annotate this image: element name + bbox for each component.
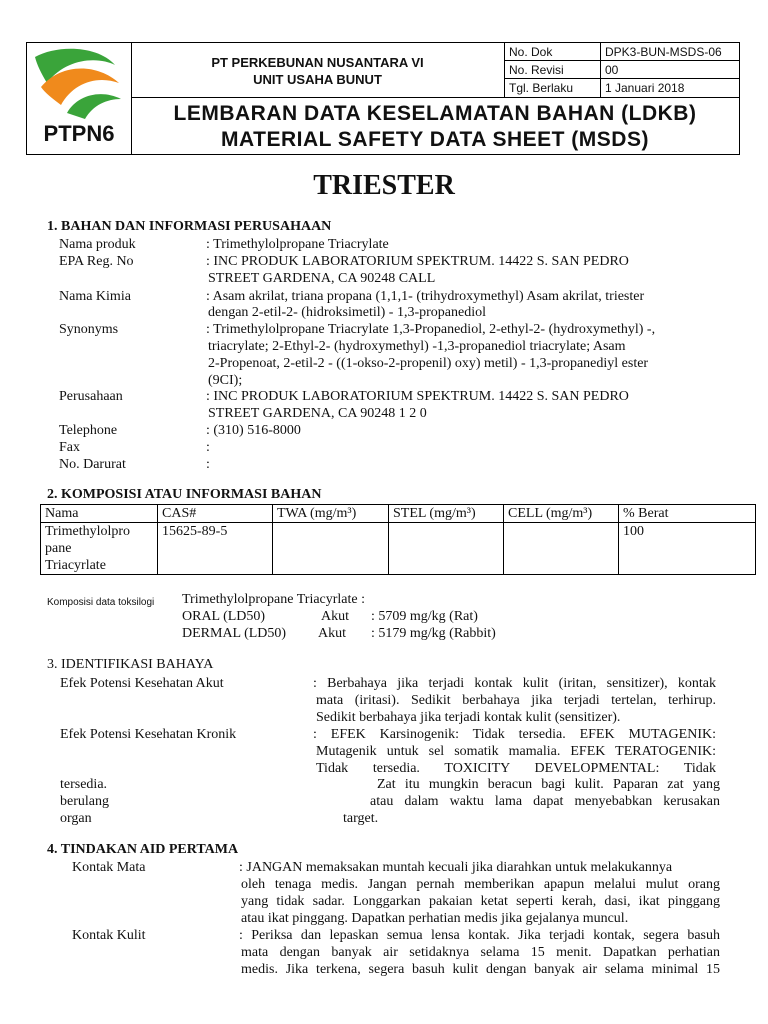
- field-value: oleh tenaga medis. Jangan pernah memberikan apapun melalui mulut orang: [241, 877, 720, 892]
- field-value: target.: [343, 811, 379, 826]
- company-logo: [27, 43, 132, 154]
- tox-route: DERMAL (LD50): [182, 626, 287, 641]
- tox-label: Komposisi data toksilogi: [47, 597, 155, 608]
- field-value: : Asam akrilat, triana propana (1,1,1- (trihydroxymethyl) Asam akrilat, triester: [206, 289, 645, 304]
- column-header: Nama: [41, 505, 158, 523]
- section-4-heading: 4. TINDAKAN AID PERTAMA: [47, 842, 239, 857]
- meta-row-revision: [505, 61, 739, 79]
- meta-label: No. Dok: [509, 45, 553, 59]
- field-value: Tidak tersedia. TOXICITY DEVELOPMENTAL: Tidak: [316, 761, 716, 776]
- cell-weight: 100: [619, 523, 756, 575]
- field-value: : INC PRODUK LABORATORIUM SPEKTRUM. 14422 S. SAN PEDRO: [206, 254, 629, 269]
- cell-name: [41, 523, 158, 575]
- field-value: : INC PRODUK LABORATORIUM SPEKTRUM. 14422 S. SAN PEDRO: [206, 389, 629, 404]
- field-value: triacrylate; 2-Ethyl-2- (hydroxymethyl) -1,3-propanediol triacrylate; Asam: [208, 339, 626, 354]
- company-line-1: PT PERKEBUNAN NUSANTARA VI: [211, 55, 424, 70]
- svg-text:PTPN6: PTPN6: [43, 121, 115, 146]
- field-label: Efek Potensi Kesehatan Akut: [60, 676, 224, 691]
- cell-stel: [389, 523, 504, 575]
- meta-value: 00: [605, 63, 619, 77]
- table-header-row: [41, 505, 756, 523]
- document-title: TRIESTER: [313, 170, 455, 201]
- field-value: tersedia.: [60, 777, 108, 792]
- field-value: :: [206, 457, 210, 472]
- meta-label: Tgl. Berlaku: [509, 81, 574, 95]
- field-label: Synonyms: [59, 322, 119, 337]
- column-header: STEL (mg/m³): [389, 505, 504, 523]
- composition-table: [40, 504, 756, 575]
- section-2-heading: 2. KOMPOSISI ATAU INFORMASI BAHAN: [47, 487, 322, 502]
- document-meta: [505, 43, 739, 98]
- tox-route: ORAL (LD50): [182, 609, 266, 624]
- field-label: Fax: [59, 440, 80, 455]
- field-value: : Trimethylolpropane Triacrylate 1,3-Propanediol, 2-ethyl-2- (hydroxymethyl) -,: [206, 322, 656, 337]
- section-3-heading: 3. IDENTIFIKASI BAHAYA: [47, 657, 214, 672]
- column-header: CELL (mg/m³): [504, 505, 619, 523]
- field-value: dengan 2-etil-2- (hidroksimetil) - 1,3-propanediol: [208, 305, 486, 320]
- tox-heading: Trimethylolpropane Triacyrlate :: [182, 592, 366, 607]
- cell-twa: [273, 523, 389, 575]
- column-header: TWA (mg/m³): [273, 505, 389, 523]
- cell-text: Triacyrlate: [45, 558, 106, 573]
- field-label: EPA Reg. No: [59, 254, 134, 269]
- title-line-1: LEMBARAN DATA KESELAMATAN BAHAN (LDKB): [173, 102, 697, 125]
- field-value: : EFEK Karsinogenik: Tidak tersedia. EFEK MUTAGENIK:: [313, 727, 716, 742]
- meta-value: 1 Januari 2018: [605, 81, 685, 95]
- tox-value: : 5179 mg/kg (Rabbit): [371, 626, 496, 641]
- table-row: [41, 523, 756, 575]
- field-value: : Periksa dan lepaskan semua lensa kontak. Jika terjadi kontak, segera basuh: [239, 928, 720, 943]
- field-label: Telephone: [59, 423, 118, 438]
- meta-label: No. Revisi: [509, 63, 564, 77]
- field-label: Kontak Kulit: [72, 928, 146, 943]
- title-line-2: MATERIAL SAFETY DATA SHEET (MSDS): [221, 128, 649, 151]
- field-value: yang tidak sadar. Longgarkan pakaian ketat seperti kerah, dasi, ikat pinggang: [241, 894, 720, 909]
- field-label: No. Darurat: [59, 457, 126, 472]
- field-value: medis. Jika terkena, segera basuh kulit dengan banyak air selama minimal 15: [241, 962, 720, 977]
- tox-value: : 5709 mg/kg (Rat): [371, 609, 478, 624]
- field-value: atau ikat pinggang. Dapatkan perhatian medis jika gejalanya muncul.: [241, 911, 629, 926]
- field-value: : Trimethylolpropane Triacrylate: [206, 237, 389, 252]
- field-value: : Berbahaya jika terjadi kontak kulit (iritan, sensitizer), kontak: [313, 676, 716, 691]
- field-value: berulang: [60, 794, 109, 809]
- field-value: :: [206, 440, 210, 455]
- meta-row-effective-date: [505, 79, 739, 97]
- field-value: STREET GARDENA, CA 90248 1 2 0: [208, 406, 427, 421]
- tox-type: Akut: [318, 626, 346, 641]
- field-value: mata (iritasi). Sedikit berbahaya jika terjadi tertelan, terhirup.: [316, 693, 716, 708]
- field-value: organ: [60, 811, 92, 826]
- column-header: CAS#: [158, 505, 273, 523]
- field-value: Zat itu mungkin beracun bagi kulit. Paparan zat yang: [377, 777, 720, 792]
- field-value: Sedikit berbahaya jika terjadi kontak kulit (sensitizer).: [316, 710, 621, 725]
- field-label: Kontak Mata: [72, 860, 146, 875]
- cell-cas: 15625-89-5: [158, 523, 273, 575]
- field-value: : JANGAN memaksakan muntah kecuali jika diarahkan untuk melakukannya: [239, 860, 673, 875]
- section-1-heading: 1. BAHAN DAN INFORMASI PERUSAHAAN: [47, 219, 332, 234]
- field-value: 2-Propenoat, 2-etil-2 - ((1-okso-2-propenil) oxy) metil) - 1,3-propanediyl ester: [208, 356, 649, 371]
- field-label: Perusahaan: [59, 389, 123, 404]
- column-header: % Berat: [619, 505, 756, 523]
- sheet-title: [131, 98, 739, 154]
- field-value: : (310) 516-8000: [206, 423, 301, 438]
- field-label: Nama Kimia: [59, 289, 131, 304]
- company-line-2: UNIT USAHA BUNUT: [253, 72, 382, 87]
- company-name: [131, 43, 505, 98]
- field-label: Efek Potensi Kesehatan Kronik: [60, 727, 237, 742]
- cell-text: Trimethylolpro: [45, 524, 131, 539]
- document-header: [26, 42, 740, 155]
- cell-cell: [504, 523, 619, 575]
- field-value: atau dalam waktu lama dapat menyebabkan kerusakan: [370, 794, 720, 809]
- field-value: mata dengan banyak air setidaknya selama 15 menit. Dapatkan perhatian: [241, 945, 720, 960]
- field-value: Mutagenik untuk sel somatik mamalia. EFEK TERATOGENIK:: [316, 744, 716, 759]
- field-value: STREET GARDENA, CA 90248 CALL: [208, 271, 436, 286]
- meta-row-doc-no: [505, 43, 739, 61]
- cell-text: pane: [45, 541, 72, 556]
- field-label: Nama produk: [59, 237, 136, 252]
- meta-value: DPK3-BUN-MSDS-06: [605, 45, 722, 59]
- field-value: (9CI);: [208, 373, 243, 388]
- tox-type: Akut: [321, 609, 349, 624]
- ptpn6-logo-icon: [27, 43, 131, 154]
